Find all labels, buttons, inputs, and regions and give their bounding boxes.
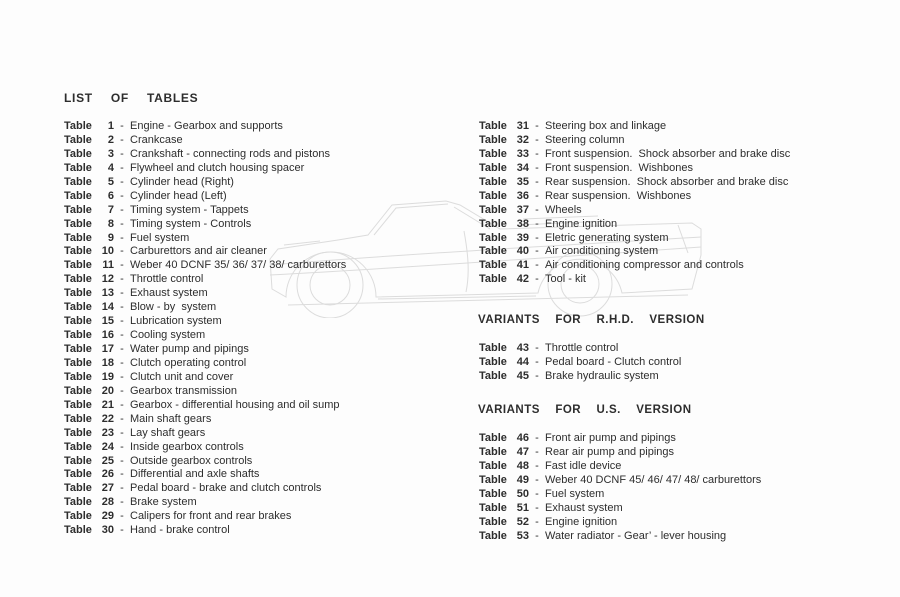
separator-dash: - [120,203,124,216]
table-number: 15 [101,315,114,328]
table-description: Eletric generating system [545,231,669,244]
table-row-label: Table [64,217,92,230]
table-description: Engine - Gearbox and supports [130,120,283,132]
separator-dash: - [120,343,124,355]
separator-dash: - [120,287,124,300]
table-row [64,190,346,204]
separator-dash: - [535,133,539,146]
separator-dash: - [120,440,124,453]
table-description: Crankshaft - connecting rods and pistons [130,147,330,160]
table-row-label: Table [64,287,92,300]
table-row [64,510,346,524]
us-variants-heading: VARIANTS FOR U.S. VERSION [478,404,692,416]
table-number: 42 [516,273,529,286]
table-row-label: Table [479,515,507,528]
table-row-label: Table [64,343,92,355]
table-row [64,232,346,246]
table-description: Rear suspension. Shock absorber and brake disc [545,175,789,188]
table-number: 18 [101,356,114,369]
table-row-label: Table [64,496,92,509]
table-description: Rear air pump and pipings [545,445,675,458]
table-number: 33 [516,147,529,160]
table-row [479,432,761,446]
separator-dash: - [120,398,124,411]
table-number: 32 [516,133,529,146]
separator-dash: - [535,217,539,230]
separator-dash: - [120,273,124,286]
separator-dash: - [120,524,124,537]
table-row-label: Table [64,356,92,369]
table-description: Cylinder head (Right) [130,175,234,188]
separator-dash: - [120,454,124,467]
table-description: Brake hydraulic system [545,369,659,382]
table-description: Front air pump and pipings [545,432,676,444]
table-number: 35 [516,175,529,188]
separator-dash: - [535,369,539,382]
table-number: 47 [516,445,529,458]
table-number: 12 [101,273,114,286]
table-description: Front suspension. Shock absorber and brake disc [545,147,791,160]
table-row [64,329,346,343]
table-number: 4 [107,161,114,174]
separator-dash: - [120,301,124,314]
separator-dash: - [120,259,124,272]
table-description: Calipers for front and rear brakes [130,510,292,523]
table-number: 27 [101,482,114,495]
table-description: Hand - brake control [130,524,230,537]
separator-dash: - [535,175,539,188]
table-row-label: Table [64,133,92,146]
table-row-label: Table [64,524,92,537]
table-row [64,120,346,134]
table-number: 11 [102,259,114,272]
table-number: 30 [101,524,114,537]
separator-dash: - [535,529,539,542]
table-description: Front suspension. Wishbones [545,161,693,174]
table-row-label: Table [64,398,92,411]
table-number: 29 [101,510,114,523]
table-number: 22 [101,412,114,425]
separator-dash: - [120,147,124,160]
table-description: Weber 40 DCNF 35/ 36/ 37/ 38/ carburettors [130,259,347,272]
table-description: Cylinder head (Left) [130,189,227,202]
table-number: 34 [516,161,529,174]
table-row-label: Table [64,370,92,383]
table-description: Inside gearbox controls [130,440,244,453]
separator-dash: - [120,120,124,132]
table-description: Brake system [130,496,197,509]
table-row [64,148,346,162]
table-number: 6 [107,189,114,202]
table-description: Water radiator - Gear’ - lever housing [545,529,727,542]
table-row-label: Table [479,231,507,244]
table-row-label: Table [64,301,92,314]
table-number: 16 [101,329,114,342]
table-row-label: Table [64,510,92,523]
page-title: LIST OF TABLES [64,91,199,105]
table-description: Engine ignition [545,217,618,230]
table-row [64,273,346,287]
separator-dash: - [535,259,539,272]
separator-dash: - [120,384,124,397]
separator-dash: - [120,510,124,523]
table-row-label: Table [479,342,507,354]
table-row-label: Table [64,412,92,425]
table-row-label: Table [479,217,507,230]
table-row-label: Table [479,120,507,132]
table-row [64,204,346,218]
table-row-label: Table [64,454,92,467]
table-description: Flywheel and clutch housing spacer [130,161,305,174]
table-number: 2 [107,133,114,146]
table-row [64,218,346,232]
table-description: Carburettors and air cleaner [130,245,267,258]
table-description: Throttle control [545,342,619,354]
table-list-us-variants [479,432,761,544]
separator-dash: - [120,189,124,202]
table-number: 7 [107,203,114,216]
table-row [479,120,790,134]
table-row [64,301,346,315]
table-row-label: Table [64,329,92,342]
separator-dash: - [535,487,539,500]
table-description: Fuel system [545,487,605,500]
table-row-label: Table [64,468,92,481]
separator-dash: - [535,273,539,286]
table-description: Water pump and pipings [130,343,249,355]
table-description: Clutch operating control [130,356,247,369]
table-row-label: Table [479,245,507,258]
separator-dash: - [535,161,539,174]
separator-dash: - [120,161,124,174]
separator-dash: - [120,245,124,258]
table-number: 25 [101,454,114,467]
table-description: Timing system - Tappets [130,203,249,216]
table-row [64,385,346,399]
table-row [479,488,761,502]
table-row-label: Table [64,273,92,286]
table-number: 44 [516,355,529,368]
table-description: Exhaust system [130,287,208,300]
table-number: 53 [516,529,529,542]
table-description: Gearbox - differential housing and oil sump [130,398,340,411]
table-row-label: Table [64,175,92,188]
table-row [64,427,346,441]
table-row [64,496,346,510]
separator-dash: - [535,355,539,368]
table-description: Timing system - Controls [130,217,252,230]
table-row-label: Table [479,432,507,444]
table-row-label: Table [479,259,507,272]
separator-dash: - [120,426,124,439]
table-description: Lay shaft gears [130,426,206,439]
table-row [64,134,346,148]
table-row-label: Table [479,473,507,486]
table-number: 24 [101,440,114,453]
table-description: Clutch unit and cover [130,370,234,383]
table-list-right [479,120,790,287]
table-row [479,176,790,190]
table-row [479,446,761,460]
table-list-left [64,120,346,538]
table-row-label: Table [64,147,92,160]
table-row-label: Table [479,189,507,202]
table-row-label: Table [479,161,507,174]
table-row [479,460,761,474]
rhd-variants-heading: VARIANTS FOR R.H.D. VERSION [478,314,705,326]
table-number: 46 [516,432,529,444]
separator-dash: - [120,315,124,328]
table-row-label: Table [479,147,507,160]
table-row [64,482,346,496]
table-number: 28 [101,496,114,509]
separator-dash: - [535,245,539,258]
table-row-label: Table [479,487,507,500]
table-number: 9 [107,231,114,244]
table-description: Tool - kit [545,273,586,286]
separator-dash: - [535,189,539,202]
separator-dash: - [120,412,124,425]
table-description: Pedal board - brake and clutch controls [130,482,322,495]
separator-dash: - [535,120,539,132]
separator-dash: - [535,203,539,216]
table-row [479,370,681,384]
table-row [64,315,346,329]
table-row-label: Table [64,203,92,216]
separator-dash: - [535,147,539,160]
separator-dash: - [535,515,539,528]
table-number: 49 [516,473,529,486]
separator-dash: - [535,445,539,458]
table-row-label: Table [64,259,92,272]
table-number: 14 [101,301,114,314]
separator-dash: - [120,175,124,188]
table-row [64,343,346,357]
table-number: 37 [516,203,529,216]
table-row [64,162,346,176]
table-row-label: Table [479,175,507,188]
table-number: 19 [101,370,114,383]
table-number: 5 [107,175,114,188]
separator-dash: - [535,473,539,486]
separator-dash: - [120,468,124,481]
table-row [479,259,790,273]
table-number: 39 [516,231,529,244]
table-row [479,356,681,370]
table-number: 45 [516,369,529,382]
table-row [64,468,346,482]
table-row-label: Table [479,529,507,542]
separator-dash: - [535,432,539,444]
table-number: 3 [107,147,114,160]
table-row-label: Table [64,384,92,397]
table-row [479,134,790,148]
table-row [64,455,346,469]
separator-dash: - [120,133,124,146]
table-row-label: Table [479,273,507,286]
table-description: Gearbox transmission [130,384,237,397]
separator-dash: - [120,370,124,383]
separator-dash: - [120,217,124,230]
table-row-label: Table [479,445,507,458]
table-description: Air conditioning compressor and controls [545,259,744,272]
table-number: 51 [516,501,529,514]
table-number: 48 [516,459,529,472]
table-description: Throttle control [130,273,204,286]
table-description: Exhaust system [545,501,623,514]
table-row-label: Table [64,315,92,328]
table-row [64,176,346,190]
table-row-label: Table [64,426,92,439]
table-row [479,342,681,356]
table-description: Blow - by system [130,301,217,314]
table-row-label: Table [479,203,507,216]
separator-dash: - [120,496,124,509]
table-row-label: Table [479,501,507,514]
table-row-label: Table [64,120,92,132]
separator-dash: - [120,231,124,244]
table-description: Engine ignition [545,515,618,528]
table-number: 13 [101,287,114,300]
table-number: 8 [107,217,114,230]
separator-dash: - [120,482,124,495]
table-row-label: Table [64,482,92,495]
table-number: 36 [516,189,529,202]
table-description: Steering column [545,133,625,146]
table-description: Lubrication system [130,315,222,328]
table-row [64,259,346,273]
table-number: 1 [107,120,114,132]
table-row [479,245,790,259]
table-description: Pedal board - Clutch control [545,355,682,368]
table-row [64,399,346,413]
table-description: Crankcase [130,133,183,146]
table-description: Weber 40 DCNF 45/ 46/ 47/ 48/ carburettors [545,473,762,486]
table-row [64,357,346,371]
separator-dash: - [535,342,539,354]
table-row [479,218,790,232]
table-row-label: Table [479,369,507,382]
separator-dash: - [120,356,124,369]
table-row [64,287,346,301]
table-description: Fuel system [130,231,190,244]
table-number: 21 [101,398,114,411]
table-row-label: Table [64,245,92,258]
table-row [64,245,346,259]
table-row [64,371,346,385]
table-row [64,413,346,427]
separator-dash: - [120,329,124,342]
table-row [479,516,761,530]
table-description: Main shaft gears [130,412,212,425]
table-row [479,502,761,516]
table-row [479,148,790,162]
table-description: Fast idle device [545,459,622,472]
table-description: Wheels [545,203,582,216]
table-number: 17 [101,343,114,355]
table-row-label: Table [479,459,507,472]
table-row [479,190,790,204]
table-number: 38 [516,217,529,230]
separator-dash: - [535,231,539,244]
table-number: 26 [101,468,114,481]
table-row [479,204,790,218]
table-description: Cooling system [130,329,206,342]
table-number: 40 [516,245,529,258]
table-list-rhd-variants [479,342,681,384]
table-number: 43 [516,342,529,354]
table-row-label: Table [479,355,507,368]
table-row [64,524,346,538]
separator-dash: - [535,459,539,472]
table-number: 52 [516,515,529,528]
table-number: 10 [101,245,114,258]
table-description: Rear suspension. Wishbones [545,189,692,202]
table-description: Differential and axle shafts [130,468,260,481]
table-row [64,441,346,455]
table-description: Steering box and linkage [545,120,667,132]
table-row-label: Table [64,189,92,202]
table-row-label: Table [479,133,507,146]
table-description: Air conditioning system [545,245,659,258]
separator-dash: - [535,501,539,514]
table-row [479,474,761,488]
table-row [479,530,761,544]
table-row [479,162,790,176]
table-number: 50 [516,487,529,500]
table-number: 31 [516,120,529,132]
table-row [479,232,790,246]
table-number: 23 [101,426,114,439]
table-number: 41 [516,259,529,272]
table-description: Outside gearbox controls [130,454,253,467]
table-row-label: Table [64,161,92,174]
table-number: 20 [101,384,114,397]
table-row [479,273,790,287]
table-row-label: Table [64,231,92,244]
table-row-label: Table [64,440,92,453]
